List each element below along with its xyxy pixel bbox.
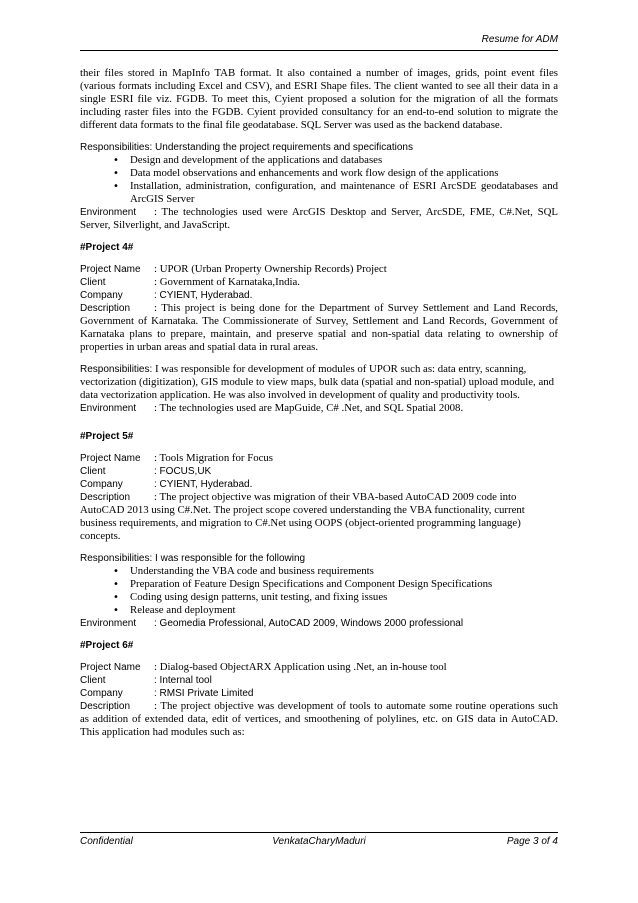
page-content xyxy=(80,67,558,739)
footer-page-number: Page 3 of 4 xyxy=(506,836,558,847)
intro-responsibilities: Responsibilities: Understanding the project requirements and specifications xyxy=(80,142,413,153)
list-item: • Understanding the VBA code and business requirements xyxy=(80,565,558,578)
environment-value: : The technologies used were ArcGIS Desktop and Server, ArcSDE, FME, C#.Net, SQL Server, Silverlight, and JavaScript. xyxy=(80,206,558,231)
description-value: : This project is being done for the Department of Survey Settlement and Land Records, Government of Karnataka. The Commissionerate of Survey, Settlement and Land Records, Government of Karnataka plans to prepare, maintain, and preserve spatial and non-spatial data relating to ownership of properties in urban areas and spatial data in rural areas. xyxy=(80,302,558,353)
project-name-label: Project Name xyxy=(80,264,141,275)
project-name-value: : UPOR (Urban Property Ownership Records) Project xyxy=(154,263,387,275)
client-label: Client xyxy=(80,277,106,288)
project-4-name-row xyxy=(80,263,558,276)
environment-label: Environment xyxy=(80,403,137,414)
project-name-label: Project Name xyxy=(80,662,141,673)
description-label: Description xyxy=(80,492,131,503)
project-4-client-row xyxy=(80,276,558,289)
client-value: : Internal tool xyxy=(154,675,212,686)
project-name-value: : Tools Migration for Focus xyxy=(154,452,274,464)
company-value: : CYIENT, Hyderabad. xyxy=(154,479,253,490)
list-item: • Release and deployment xyxy=(80,604,558,617)
project-5-bullet-list xyxy=(80,565,558,617)
footer-author: VenkataCharyMaduri xyxy=(272,836,366,847)
project-6-company-row xyxy=(80,687,558,700)
company-value: : CYIENT, Hyderabad. xyxy=(154,290,253,301)
company-label: Company xyxy=(80,688,123,699)
project-5-company-row xyxy=(80,478,558,491)
description-label: Description xyxy=(80,303,131,314)
list-item: • Data model observations and enhancements and work flow design of the applications xyxy=(80,167,558,180)
client-label: Client xyxy=(80,675,106,686)
list-item: • Preparation of Feature Design Specifications and Component Design Specifications xyxy=(80,578,558,591)
intro-paragraph: their files stored in MapInfo TAB format. It also contained a number of images, grids, point event files (various formats including Excel and CSV), and ESRI Shape files. The client wanted to see all their data in a single ESRI file viz. FGDB. To meet this, Cyient proposed a solution for the migration of all the formats including raster files into the FGDB. Cyient provided consultancy for an end-to-end solution to migrate the different data formats to the final file geodatabase. SQL Server was used as the backend database. xyxy=(80,67,558,131)
company-label: Company xyxy=(80,290,123,301)
project-4-heading: #Project 4# xyxy=(80,242,134,253)
project-6-description xyxy=(80,700,558,739)
project-4-environment xyxy=(80,402,558,415)
project-5-name-row xyxy=(80,452,558,465)
client-value: : FOCUS,UK xyxy=(154,466,212,477)
footer-divider xyxy=(80,832,558,833)
list-item: • Coding using design patterns, unit testing, and fixing issues xyxy=(80,591,558,604)
environment-label: Environment xyxy=(80,618,137,629)
project-4-company-row xyxy=(80,289,558,302)
list-item: • Installation, administration, configuration, and maintenance of ESRI ArcSDE geodatabases and ArcGIS Server xyxy=(80,180,558,206)
project-4-description xyxy=(80,302,558,354)
environment-value: : The technologies used are MapGuide, C# .Net, and SQL Spatial 2008. xyxy=(154,402,464,414)
company-label: Company xyxy=(80,479,123,490)
list-item: • Design and development of the applications and databases xyxy=(80,154,558,167)
page-footer xyxy=(80,836,558,850)
description-value: : The project objective was migration of their VBA-based AutoCAD 2009 code into AutoCAD 2013 using C#.Net. The project scope covered understanding the VBA functionality, current business requirements, and migration to C#.Net using OOPS (object-oriented programming language) concepts. xyxy=(80,491,525,542)
project-6-client-row xyxy=(80,674,558,687)
project-name-value: : Dialog-based ObjectARX Application using .Net, an in-house tool xyxy=(154,661,447,673)
client-value: : Government of Karnataka,India. xyxy=(154,276,301,288)
header-divider xyxy=(80,50,558,51)
description-label: Description xyxy=(80,701,131,712)
intro-bullet-list xyxy=(80,154,558,206)
company-value: : RMSI Private Limited xyxy=(154,688,254,699)
header-title: Resume for ADM xyxy=(481,34,558,45)
responsibilities-value: I was responsible for development of modules of UPOR such as: data entry, scanning, vectorization (digitization), GIS module to view maps, bulk data (spatial and non-spatial) upload module, and data vectorization application. He was also involved in development of quality and productivity tools. xyxy=(80,363,555,401)
project-4-responsibilities xyxy=(80,363,558,402)
project-5-environment xyxy=(80,617,558,630)
project-5-client-row xyxy=(80,465,558,478)
environment-value: : Geomedia Professional, AutoCAD 2009, Windows 2000 professional xyxy=(154,618,464,629)
project-5-responsibilities: Responsibilities: I was responsible for the following xyxy=(80,553,306,564)
description-value: : The project objective was development of tools to automate some routine operations such as addition of extended data, edit of vertices, and smoothening of polylines, etc. on GIS data in AutoCAD. This application had modules such as: xyxy=(80,700,558,738)
intro-environment xyxy=(80,206,558,232)
project-6-heading: #Project 6# xyxy=(80,640,134,651)
client-label: Client xyxy=(80,466,106,477)
footer-confidential: Confidential xyxy=(80,836,133,847)
responsibilities-label: Responsibilities: xyxy=(80,364,153,375)
project-name-label: Project Name xyxy=(80,453,141,464)
environment-label: Environment xyxy=(80,207,137,218)
project-5-description xyxy=(80,491,558,543)
project-6-name-row xyxy=(80,661,558,674)
project-5-heading: #Project 5# xyxy=(80,431,134,442)
